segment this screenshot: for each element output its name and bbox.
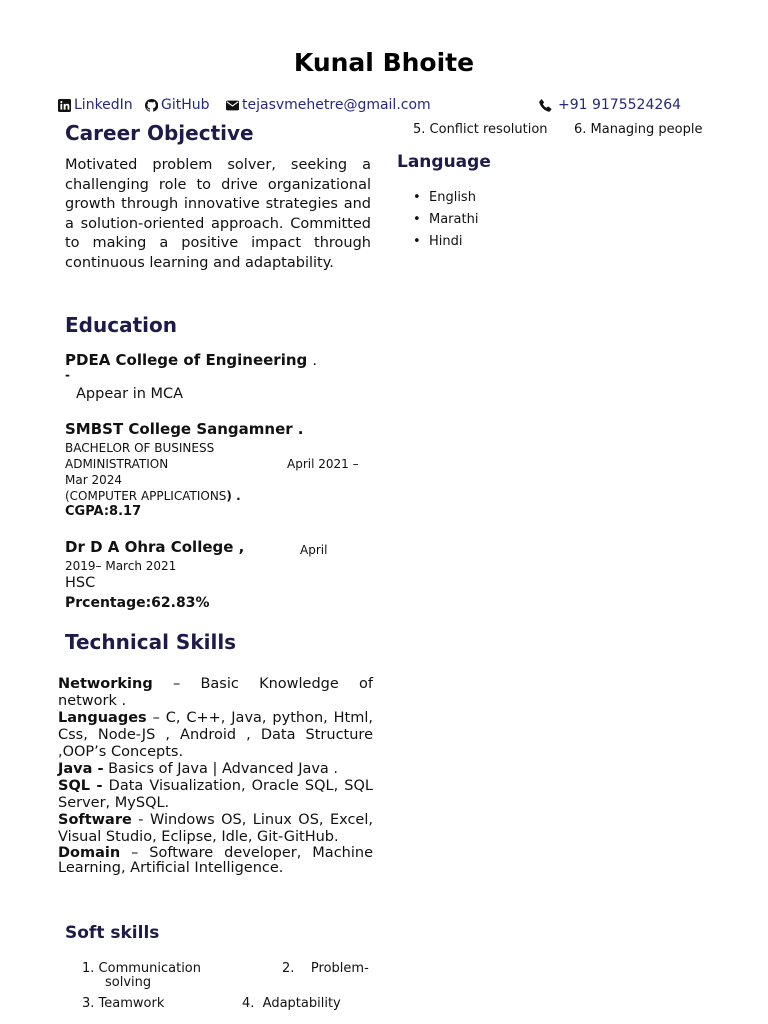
soft-skill-item-wrap: solving: [105, 975, 152, 990]
education-detail: Appear in MCA: [76, 386, 184, 402]
education-score: CGPA:8.17: [65, 504, 142, 519]
skill-entry: [58, 778, 373, 812]
skill-entry: [58, 846, 373, 876]
skill-label: SQL -: [58, 778, 103, 794]
skill-label: Software: [58, 812, 132, 828]
skill-label: Languages: [58, 710, 147, 726]
language-heading: Language: [397, 152, 491, 172]
education-detail: HSC: [65, 575, 96, 591]
email-link[interactable]: [226, 97, 431, 113]
soft-skill-item: 1. Communication: [82, 961, 201, 976]
degree-name: (COMPUTER APPLICATIONS: [65, 489, 227, 503]
career-objective-heading: Career Objective: [65, 121, 254, 145]
education-date: April 2021 –: [287, 457, 359, 471]
skill-label: Networking: [58, 676, 153, 692]
skill-entry: [58, 812, 373, 846]
envelope-icon: [226, 99, 239, 112]
degree-end: ) .: [226, 489, 241, 503]
linkedin-link[interactable]: [58, 97, 133, 113]
career-objective-text: Motivated problem solver, seeking a challenging role to drive organizational growth through innovative strategies and a solution-oriented approach. Committed to making a positive impact through continuous learning and adaptability.: [65, 157, 371, 271]
skill-text: - Windows OS, Linux OS, Excel, Visual Studio, Eclipse, Idle, Git-GitHub.: [58, 812, 373, 845]
linkedin-icon: [58, 99, 71, 112]
github-label: GitHub: [161, 97, 210, 113]
education-score: Prcentage:62.83%: [65, 595, 210, 611]
email-address: tejasvmehetre@gmail.com: [242, 97, 431, 113]
phone-link[interactable]: [539, 97, 681, 113]
github-icon: [145, 99, 158, 112]
education-date: Mar 2024: [65, 473, 122, 487]
technical-skills-list: [58, 676, 373, 876]
soft-skill-item: 5. Conflict resolution: [413, 122, 548, 137]
linkedin-label: LinkedIn: [74, 97, 133, 113]
college-name: SMBST College Sangamner: [65, 420, 293, 438]
skill-label: Java -: [58, 761, 104, 777]
soft-skill-item: 3. Teamwork: [82, 996, 165, 1011]
skill-entry: [58, 761, 373, 778]
github-link[interactable]: [145, 97, 210, 113]
college-separator: .: [297, 420, 304, 438]
phone-number: +91 9175524264: [558, 97, 682, 113]
skill-entry: [58, 676, 373, 710]
skill-text: – Basic Knowledge of network .: [58, 676, 373, 709]
degree-line: BACHELOR OF BUSINESS: [65, 441, 215, 455]
candidate-name: Kunal Bhoite: [293, 48, 475, 77]
skill-label: Domain: [58, 845, 121, 861]
degree-line: ADMINISTRATION: [65, 457, 169, 471]
skill-text: Basics of Java | Advanced Java .: [103, 761, 339, 777]
education-heading: Education: [65, 313, 177, 337]
soft-skills-heading: Soft skills: [65, 923, 160, 943]
skill-text: – C, C++, Java, python, Html, Css, Node-JS , Android , Data Structure ,OOP’s Concepts.: [58, 710, 373, 760]
language-list: [413, 187, 478, 253]
phone-icon: [539, 99, 552, 112]
soft-skill-item: 6. Managing people: [574, 122, 703, 137]
language-item: • Hindi: [413, 231, 478, 253]
skill-text: Data Visualization, Oracle SQL, SQL Server, MySQL.: [58, 778, 374, 811]
education-date: 2019– March 2021: [65, 559, 177, 573]
college-name: PDEA College of Engineering: [65, 351, 308, 369]
soft-skill-item: 2. Problem-: [282, 961, 369, 976]
education-dash: -: [65, 368, 70, 382]
soft-skill-item: 4. Adaptability: [242, 996, 341, 1011]
education-date: April: [300, 543, 328, 557]
college-separator: .: [312, 353, 317, 369]
language-item: • English: [413, 187, 478, 209]
technical-skills-heading: Technical Skills: [65, 630, 237, 654]
skill-entry: [58, 710, 373, 761]
education-item: [65, 350, 317, 369]
education-item: [65, 419, 303, 438]
degree-line: [65, 488, 241, 504]
language-item: • Marathi: [413, 209, 478, 231]
skill-text: – Software developer, Machine Learning, Artificial Intelligence.: [58, 845, 373, 876]
college-name: Dr D A Ohra College ,: [65, 538, 245, 556]
